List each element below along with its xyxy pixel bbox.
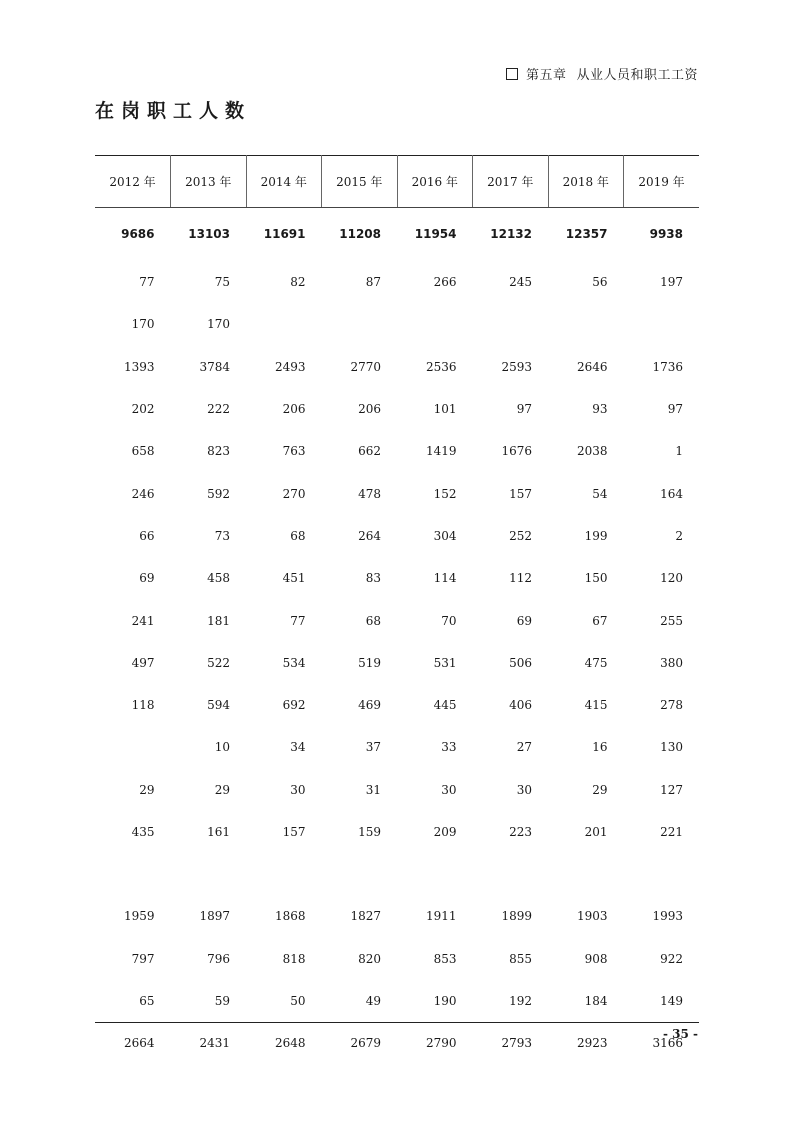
table-cell: 190 xyxy=(433,993,457,1008)
table-cell: 33 xyxy=(441,740,457,755)
table-cell: 2648 xyxy=(274,1036,306,1051)
table-cell: 66 xyxy=(139,528,155,543)
table-cell: 855 xyxy=(509,951,532,966)
table-cell: 266 xyxy=(433,275,457,290)
table-cell: 73 xyxy=(214,528,230,543)
column-header: 2018 年 xyxy=(548,156,624,208)
table-cell: 278 xyxy=(660,698,683,713)
table-cell: 37 xyxy=(365,740,381,755)
table-cell: 149 xyxy=(660,993,683,1008)
table-cell: 54 xyxy=(592,486,608,501)
square-icon xyxy=(506,68,518,80)
table-cell: 130 xyxy=(660,740,683,755)
table-cell: 83 xyxy=(365,571,381,586)
column-header: 2014 年 xyxy=(246,156,322,208)
table-cell: 458 xyxy=(207,571,230,586)
table-cell: 662 xyxy=(358,444,381,459)
table-cell: 469 xyxy=(358,698,381,713)
table-cell: 170 xyxy=(207,317,230,332)
table-cell: 692 xyxy=(282,698,306,713)
table-cell: 69 xyxy=(139,571,155,586)
chapter-number: 第五章 xyxy=(525,68,567,83)
table-cell: 29 xyxy=(214,782,230,797)
table-cell: 270 xyxy=(282,486,306,501)
table-cell: 199 xyxy=(584,528,608,543)
table-cell: 531 xyxy=(433,655,457,670)
table-row xyxy=(95,937,699,979)
table-cell: 157 xyxy=(282,825,306,839)
table-cell: 67 xyxy=(592,613,608,628)
table-cell xyxy=(322,303,398,345)
table-cell: 534 xyxy=(282,655,306,670)
column-header: 2013 年 xyxy=(171,156,247,208)
bottom-rule xyxy=(95,1022,699,1023)
table-cell: 170 xyxy=(131,317,155,332)
table-cell: 1899 xyxy=(501,909,532,924)
chapter-title: 从业人员和职工工资 xyxy=(576,68,698,83)
table-cell: 2664 xyxy=(123,1036,155,1051)
table-cell: 2493 xyxy=(274,359,306,374)
table-cell: 818 xyxy=(282,951,306,966)
table-row xyxy=(95,515,699,557)
table-cell: 264 xyxy=(358,528,381,543)
table-cell: 3166 xyxy=(652,1036,683,1051)
spacer-cell xyxy=(95,853,699,895)
table-row xyxy=(95,388,699,430)
chapter-header xyxy=(506,64,698,83)
table-cell: 9686 xyxy=(121,227,155,241)
table-cell: 12132 xyxy=(490,227,532,241)
table-cell: 161 xyxy=(207,825,230,839)
table-cell: 59 xyxy=(214,993,230,1008)
table-cell: 97 xyxy=(667,402,683,417)
table-row xyxy=(95,472,699,514)
table-cell: 70 xyxy=(441,613,457,628)
table-cell: 9938 xyxy=(649,227,683,241)
table-cell: 11208 xyxy=(339,227,381,241)
table-cell: 120 xyxy=(660,571,683,586)
table-cell: 1419 xyxy=(425,444,457,459)
table-cell: 1676 xyxy=(501,444,532,459)
table-cell: 13103 xyxy=(188,227,230,241)
table-cell: 223 xyxy=(509,825,532,839)
table-cell: 1903 xyxy=(576,909,608,924)
table-cell: 658 xyxy=(131,444,155,459)
table-cell: 451 xyxy=(282,571,306,586)
table-cell: 29 xyxy=(139,782,155,797)
table-cell: 823 xyxy=(207,444,230,459)
table-cell: 506 xyxy=(509,655,532,670)
table-cell: 2593 xyxy=(501,359,532,374)
table-row xyxy=(95,557,699,599)
table-row xyxy=(95,980,699,1022)
table-cell: 69 xyxy=(516,613,532,628)
table-cell: 820 xyxy=(358,951,381,966)
table-cell: 206 xyxy=(358,402,381,417)
table-row xyxy=(95,726,699,768)
table-cell: 16 xyxy=(592,740,608,755)
table-cell: 68 xyxy=(290,528,306,543)
table-cell xyxy=(548,303,624,345)
table-cell: 519 xyxy=(358,655,381,670)
table-cell xyxy=(95,726,171,768)
column-header: 2016 年 xyxy=(397,156,473,208)
page-title: 在岗职工人数 xyxy=(95,100,252,122)
table-cell: 1827 xyxy=(350,909,381,924)
table-cell: 50 xyxy=(290,993,306,1008)
table-cell: 478 xyxy=(358,486,381,501)
table-cell: 763 xyxy=(282,444,306,459)
table-row xyxy=(95,769,699,811)
table-cell: 594 xyxy=(207,698,230,713)
table-cell: 245 xyxy=(509,275,532,290)
table-cell: 77 xyxy=(139,275,155,290)
page-number: - 35 - xyxy=(662,1027,698,1041)
data-table xyxy=(95,155,699,1064)
table-row xyxy=(95,684,699,726)
spacer-row xyxy=(95,853,699,895)
table-cell: 201 xyxy=(584,825,608,839)
table-cell: 522 xyxy=(207,655,230,670)
table-cell: 11954 xyxy=(414,227,457,241)
table-cell: 1 xyxy=(675,444,683,459)
table-cell: 1959 xyxy=(123,909,155,924)
table-row xyxy=(95,430,699,472)
table-cell: 2646 xyxy=(576,359,608,374)
table-cell: 3784 xyxy=(199,359,230,374)
table-cell: 2536 xyxy=(425,359,457,374)
table-cell xyxy=(473,303,549,345)
table-cell: 2 xyxy=(675,528,683,543)
table-cell: 75 xyxy=(214,275,230,290)
table-cell: 150 xyxy=(584,571,608,586)
table-cell: 87 xyxy=(365,275,381,290)
table-cell: 2431 xyxy=(199,1036,230,1051)
table-cell: 1868 xyxy=(274,909,306,924)
table-cell: 2923 xyxy=(576,1036,608,1051)
table-cell: 181 xyxy=(207,613,230,628)
table-cell: 159 xyxy=(358,825,381,839)
table-row xyxy=(95,599,699,641)
table-cell: 853 xyxy=(433,951,457,966)
table-cell: 164 xyxy=(660,486,683,501)
table-cell: 908 xyxy=(584,951,608,966)
table-cell: 475 xyxy=(584,655,608,670)
table-row xyxy=(95,261,699,303)
data-table-container xyxy=(95,155,699,1064)
column-header: 2017 年 xyxy=(473,156,549,208)
table-cell xyxy=(397,303,473,345)
table-cell: 255 xyxy=(660,613,683,628)
table-cell: 118 xyxy=(131,698,155,713)
table-cell: 12357 xyxy=(565,227,608,241)
table-cell: 82 xyxy=(290,275,306,290)
table-cell: 30 xyxy=(290,782,306,797)
table-cell: 406 xyxy=(509,698,532,713)
table-cell xyxy=(624,303,700,345)
table-cell: 222 xyxy=(207,402,230,417)
table-cell: 202 xyxy=(131,402,155,417)
table-cell: 192 xyxy=(509,993,532,1008)
table-cell: 30 xyxy=(441,782,457,797)
table-cell: 415 xyxy=(584,698,608,713)
table-cell: 97 xyxy=(516,402,532,417)
table-cell: 796 xyxy=(207,951,230,966)
table-row xyxy=(95,303,699,345)
table-cell: 206 xyxy=(282,402,306,417)
table-cell: 1393 xyxy=(123,359,155,374)
table-cell: 152 xyxy=(433,486,457,501)
table-cell: 592 xyxy=(207,486,230,501)
table-cell: 797 xyxy=(131,951,155,966)
table-cell xyxy=(246,303,322,345)
table-cell: 184 xyxy=(584,993,608,1008)
table-cell: 304 xyxy=(433,528,457,543)
table-cell: 246 xyxy=(131,486,155,501)
header-row xyxy=(95,156,699,208)
table-cell: 114 xyxy=(433,571,457,586)
table-cell: 1736 xyxy=(652,359,683,374)
table-cell: 435 xyxy=(131,825,155,839)
table-cell: 497 xyxy=(131,655,155,670)
table-cell: 922 xyxy=(660,951,683,966)
table-cell: 252 xyxy=(509,528,532,543)
table-cell: 11691 xyxy=(263,227,306,241)
column-header: 2015 年 xyxy=(322,156,398,208)
table-row xyxy=(95,642,699,684)
table-row xyxy=(95,811,699,853)
table-cell: 101 xyxy=(433,402,457,417)
table-cell: 34 xyxy=(290,740,306,755)
table-cell: 10 xyxy=(214,740,230,755)
table-cell: 112 xyxy=(509,571,532,586)
table-cell: 2679 xyxy=(350,1036,381,1051)
table-cell: 65 xyxy=(139,993,155,1008)
table-cell: 27 xyxy=(516,740,532,755)
table-cell: 30 xyxy=(516,782,532,797)
table-cell: 2793 xyxy=(501,1036,532,1051)
table-cell: 380 xyxy=(660,655,683,670)
table-cell: 31 xyxy=(365,782,381,797)
table-cell: 445 xyxy=(433,698,457,713)
table-row xyxy=(95,208,699,262)
table-cell: 77 xyxy=(290,613,306,628)
table-cell: 2038 xyxy=(576,444,608,459)
table-cell: 1911 xyxy=(425,909,457,924)
table-cell: 1993 xyxy=(652,909,683,924)
table-cell: 127 xyxy=(660,782,683,797)
table-row xyxy=(95,1022,699,1064)
table-cell: 2770 xyxy=(350,359,381,374)
table-cell: 209 xyxy=(433,825,457,839)
table-cell: 241 xyxy=(131,613,155,628)
table-cell: 93 xyxy=(592,402,608,417)
table-cell: 29 xyxy=(592,782,608,797)
table-cell: 68 xyxy=(365,613,381,628)
column-header: 2019 年 xyxy=(624,156,700,208)
table-cell: 221 xyxy=(660,825,683,839)
table-cell: 49 xyxy=(365,993,381,1008)
table-cell: 157 xyxy=(509,486,532,501)
table-cell: 2790 xyxy=(425,1036,457,1051)
column-header: 2012 年 xyxy=(95,156,171,208)
table-cell: 56 xyxy=(592,275,608,290)
table-cell: 1897 xyxy=(199,909,230,924)
table-row xyxy=(95,346,699,388)
table-cell: 197 xyxy=(660,275,683,290)
table-row xyxy=(95,895,699,937)
